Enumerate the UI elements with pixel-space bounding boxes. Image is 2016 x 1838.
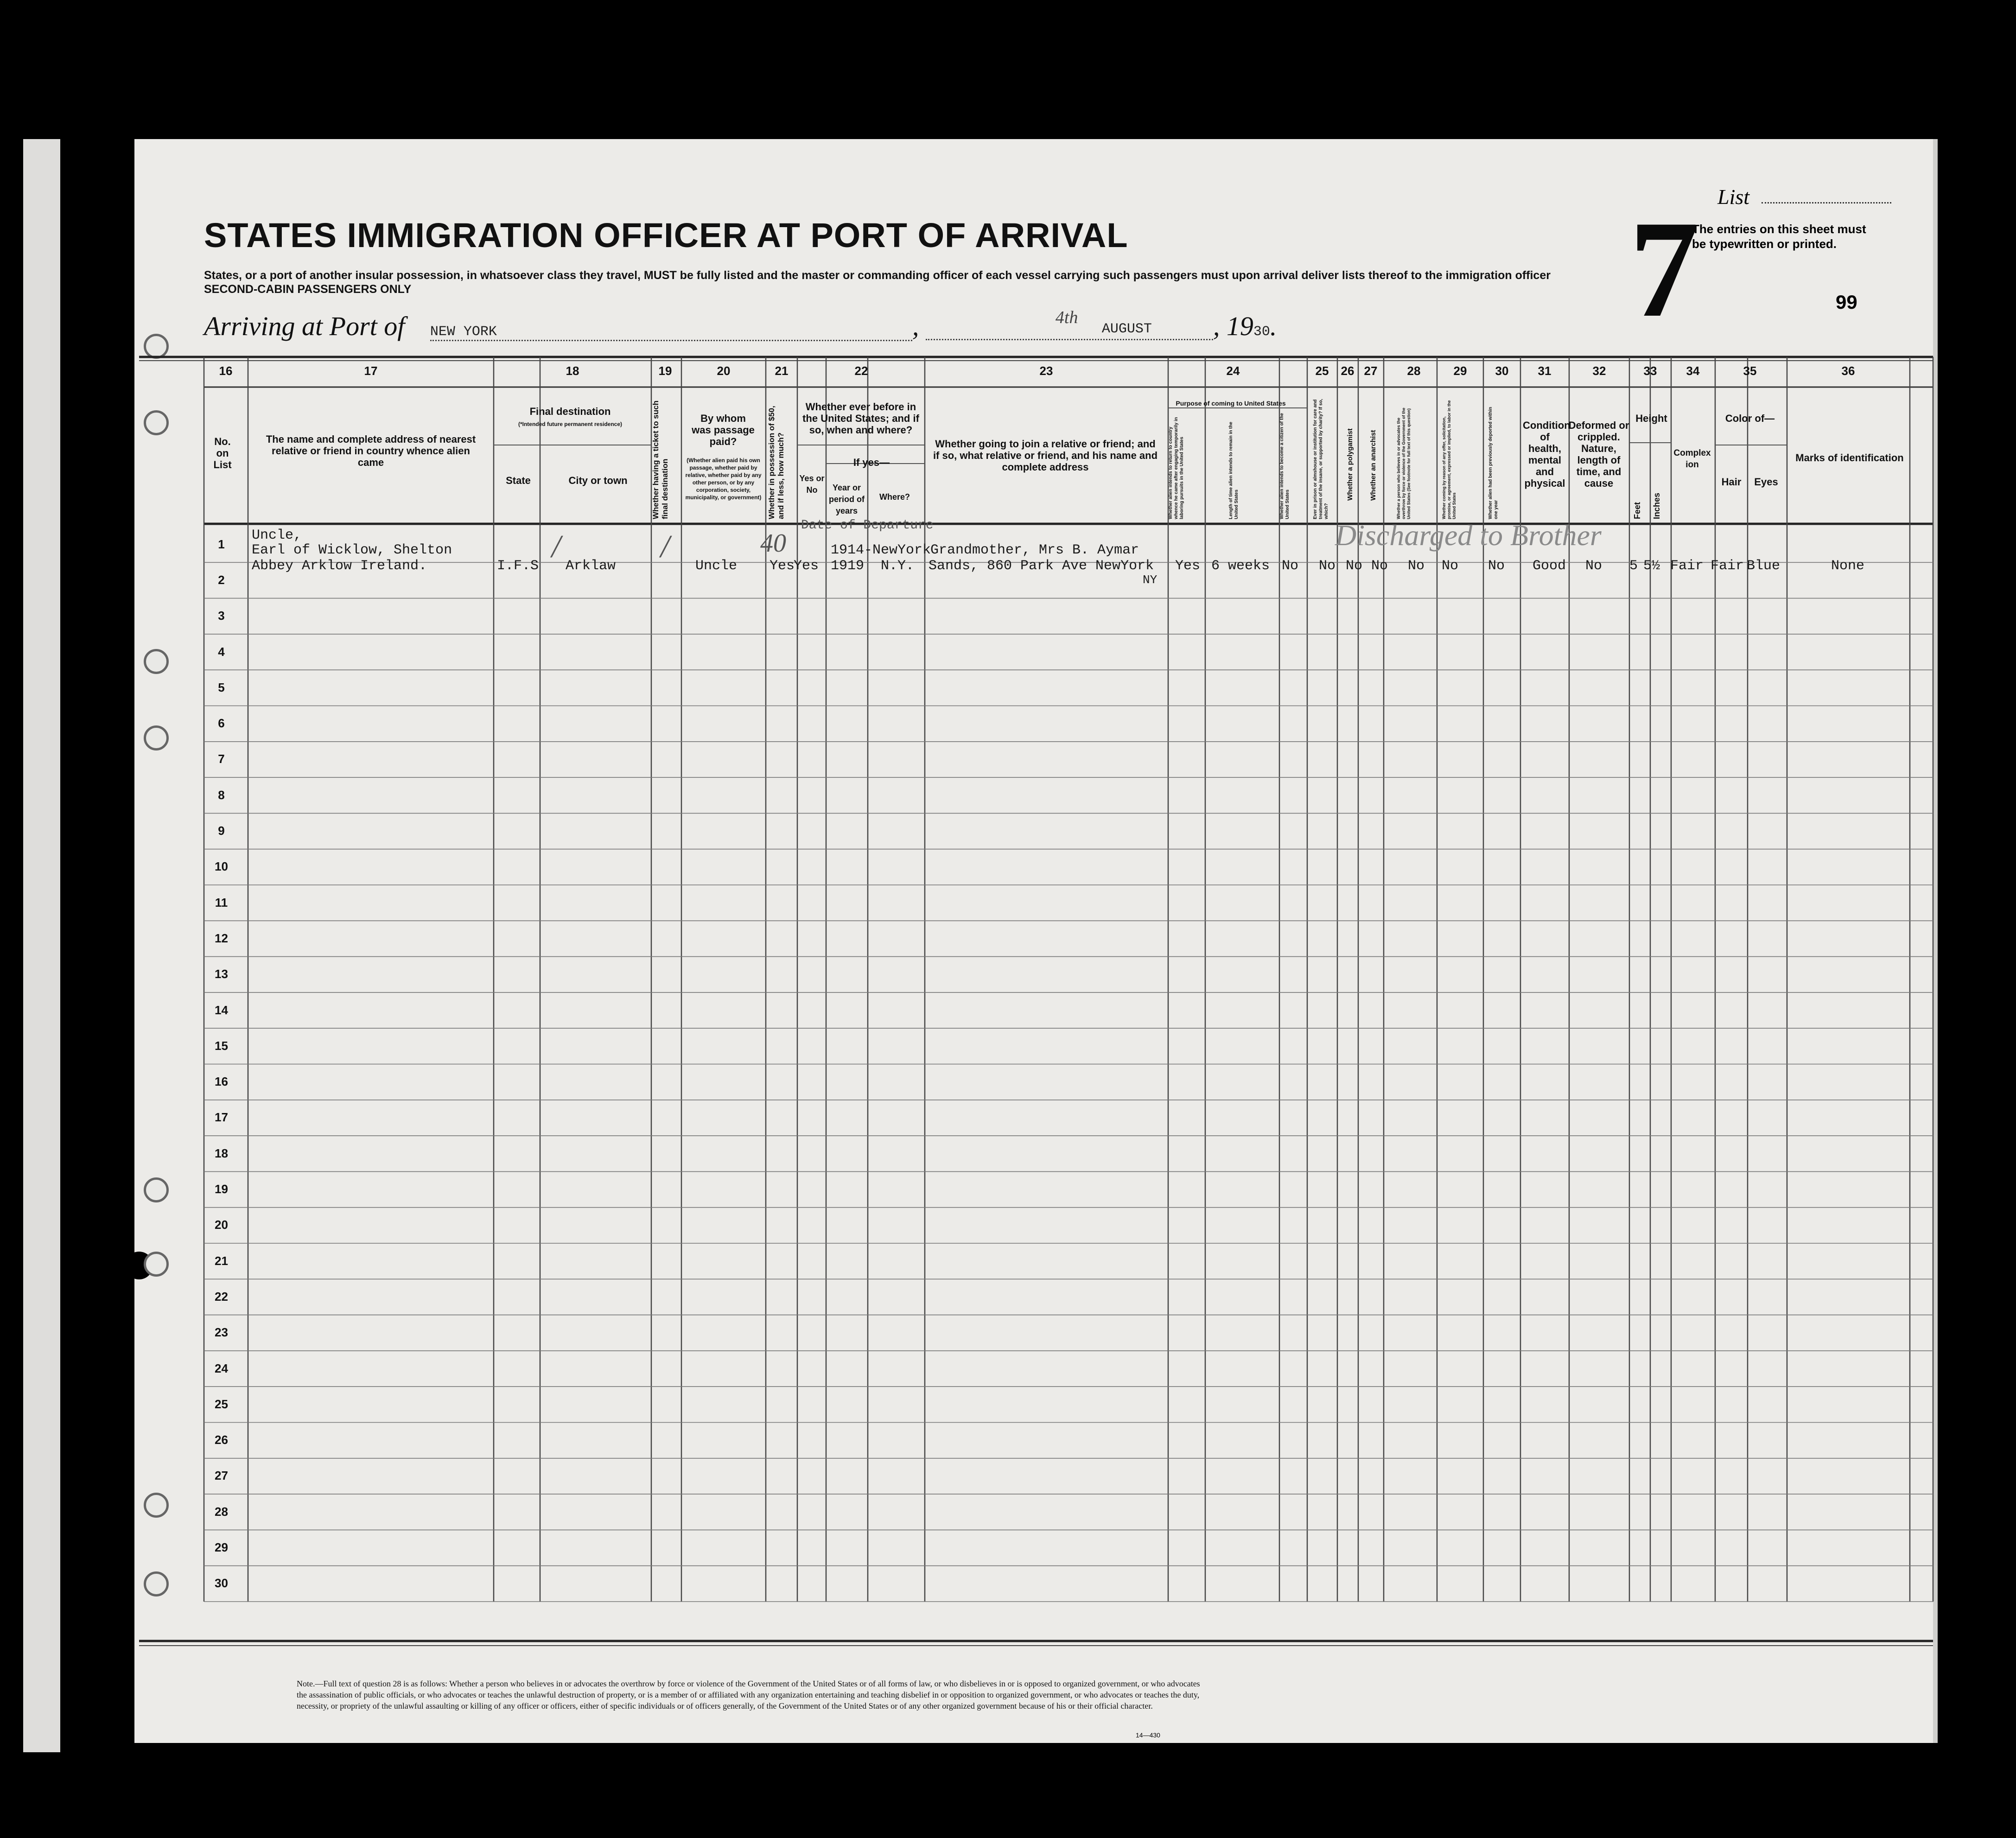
row-number: 12	[215, 931, 228, 945]
arriving-label: Arriving at Port of	[204, 311, 405, 341]
header-prison: Ever in prison or almshouse or institution for care and treatment of the insane, or supported by charity? If so, which?	[1313, 399, 1329, 519]
header-purpose: Purpose of coming to United States	[1176, 400, 1286, 407]
entry-city-tick: /	[552, 529, 561, 565]
entry-feet: 5	[1629, 558, 1638, 574]
header-passage-paid: By whom was passage paid?	[692, 413, 755, 447]
entry-deformed: No	[1585, 558, 1603, 574]
list-label: List	[1717, 185, 1750, 209]
column-number: 28	[1407, 364, 1421, 378]
header-feet: Feet	[1633, 502, 1642, 519]
entry-join-2: Sands, 860 Park Ave NewYork	[929, 558, 1154, 574]
header-year-period: Year or period of years	[829, 483, 865, 515]
year-prefix: 19	[1226, 311, 1253, 341]
row-number: 28	[215, 1504, 228, 1519]
row-number: 15	[215, 1038, 228, 1053]
row-number: 9	[218, 824, 225, 838]
row-number: 18	[215, 1146, 228, 1160]
entry-years-2: 1919	[831, 558, 865, 574]
sheet-number-stamp: 7	[1629, 192, 1699, 346]
header-marks: Marks of identification	[1795, 452, 1904, 464]
passenger-class: SECOND-CABIN PASSENGERS ONLY	[204, 283, 412, 296]
entry-city: Arklaw	[566, 558, 616, 574]
row-number: 29	[215, 1540, 228, 1555]
header-anarchist: Whether an anarchist	[1369, 430, 1377, 501]
row-number: 17	[215, 1110, 228, 1125]
form-title: STATES IMMIGRATION OFFICER AT PORT OF ARRIVAL	[204, 216, 1128, 254]
entry-hair: Fair	[1711, 558, 1744, 574]
header-deformed: Deformed or crippled. Nature, length of time, and cause	[1568, 420, 1629, 489]
column-number: 23	[1039, 364, 1053, 378]
column-number: 19	[658, 364, 672, 378]
header-name-address: The name and complete address of nearest relative or friend in country whence alien came	[266, 433, 476, 468]
row-number: 14	[215, 1003, 228, 1017]
row-number: 22	[215, 1289, 228, 1304]
entry-overthrow: No	[1408, 558, 1425, 574]
row-number: 27	[215, 1469, 228, 1483]
port-value: NEW YORK	[430, 324, 912, 341]
entry-return: Yes	[1175, 558, 1201, 574]
column-number: 36	[1841, 364, 1855, 378]
entry-polygamist: No	[1346, 558, 1363, 574]
entry-offer: No	[1442, 558, 1459, 574]
entry-where-1: NewYork	[872, 542, 931, 558]
arriving-line: Arriving at Port of NEW YORK , 4th AUGUST , 1930.	[204, 308, 1277, 341]
column-number: 25	[1315, 364, 1329, 378]
row-number: 8	[218, 788, 225, 802]
entry-discharge-note: Discharged to Brother	[1335, 519, 1602, 552]
column-number: 29	[1453, 364, 1467, 378]
header-city: City or town	[568, 475, 628, 486]
header-offer: Whether coming by reason of any offer, solicitation, promise, or agreement, expressed or implied, to labor in the United States	[1442, 400, 1456, 519]
header-eyes: Eyes	[1754, 476, 1778, 488]
row-number: 11	[215, 895, 228, 909]
header-purpose-length: Length of time alien intends to remain in the United States	[1228, 421, 1239, 519]
entry-ticket-tick: /	[661, 529, 670, 565]
header-color-of: Color of—	[1725, 413, 1775, 424]
row-number: 2	[218, 572, 225, 587]
entry-anarchist: No	[1371, 558, 1388, 574]
header-going-to-join: Whether going to join a relative or friend; and if so, what relative or friend, and his name and complete address	[933, 438, 1158, 473]
header-polygamist: Whether a polygamist	[1346, 428, 1354, 501]
header-ticket: Whether having a ticket to such final destination	[651, 401, 669, 519]
column-number: 17	[364, 364, 378, 378]
entry-relative-line-2: Earl of Wicklow, Shelton	[252, 542, 452, 558]
row-number: 13	[215, 967, 228, 981]
entry-length: 6 weeks	[1211, 558, 1270, 574]
row-number: 19	[215, 1182, 228, 1196]
row-number: 16	[215, 1075, 228, 1089]
header-final-destination: Final destination	[529, 406, 611, 417]
header-ever-before: Whether ever before in the United States; and if so, when and where?	[802, 401, 919, 436]
entry-years-1: 1914-	[831, 542, 873, 558]
column-number: 21	[775, 364, 789, 378]
day-value: 4th	[1055, 308, 1078, 327]
column-number: 33	[1643, 364, 1657, 378]
column-number: 27	[1364, 364, 1378, 378]
column-number: 26	[1341, 364, 1355, 378]
entry-complexion: Fair	[1670, 558, 1704, 574]
entry-inches: 5½	[1643, 558, 1660, 574]
entry-money: Yes	[770, 558, 795, 574]
column-number: 24	[1226, 364, 1240, 378]
row-number: 20	[215, 1218, 228, 1232]
entry-eyes: Blue	[1747, 558, 1781, 574]
header-if-yes: If yes—	[853, 457, 890, 468]
entry-where-2: N.Y.	[881, 558, 915, 574]
row-number: 23	[215, 1325, 228, 1340]
footnote: Note.—Full text of question 28 is as follows: Whether a person who believes in or advocates the overthrow by force or violence of the Government of the United States or of all forms of law, or who disbelieves in or is opposed to organized government, or who advocates the assassination of public officials, or who advocates or teaches the unlawful destruction of property, or is a member of or affiliated with any organization entertaining and teaching disbelief in or opposition to organized government, or who advocates or teaches the duty, necessity, or propriety of the unlawful assaulting or killing of any officer or officers, either of specific individuals or of officers generally, of the Government of the United States or of any other organized government because of his or their official character.	[297, 1679, 1200, 1711]
entry-relative-line-3: Abbey Arklow Ireland.	[252, 558, 427, 574]
form-instructions: States, or a port of another insular possession, in whatsoever class they travel, MUST be fully listed and the master or commanding officer of each vessel carrying such passengers must upon arrival deliver lists thereof to the immigration officer	[204, 269, 1551, 282]
row-number: 30	[215, 1576, 228, 1590]
entry-relative-line-1: Uncle,	[252, 528, 302, 543]
entry-citizen: No	[1282, 558, 1299, 574]
header-purpose-return: Whether alien intends to return to country whence he came after engaging temporarily in laboring pursuits in the United States	[1168, 417, 1184, 519]
header-deported: Whether alien had been previously deported within one year	[1488, 407, 1499, 519]
header-passage-paid-note: (Whether alien paid his own passage, whether paid by relative, whether paid by any other person, or by any corporation, society, municipality, or government)	[685, 457, 762, 501]
row-number: 5	[218, 680, 225, 694]
year-suffix: 30	[1253, 324, 1270, 340]
header-health: Condition of health, mental and physical	[1523, 420, 1571, 489]
row-number: 24	[215, 1361, 228, 1375]
header-height: Height	[1635, 413, 1667, 424]
entry-date-departure: Date of Departure	[801, 518, 934, 533]
column-number: 31	[1538, 364, 1552, 378]
header-no-on-list: No. on List	[213, 436, 232, 471]
column-number: 30	[1495, 364, 1509, 378]
column-number: 22	[854, 364, 868, 378]
header-where: Where?	[879, 492, 910, 502]
header-possession: Whether in possession of $50, and if less, how much?	[767, 406, 785, 519]
header-hair: Hair	[1721, 476, 1742, 488]
entry-before: Yes	[794, 558, 819, 574]
entry-money-handwritten: 40	[760, 529, 786, 558]
entry-paid-by: Uncle	[695, 558, 738, 574]
entries-note-line: The entries on this sheet must	[1692, 222, 1866, 236]
header-purpose-citizen: Whether alien intends to become a citizen of the United States	[1279, 413, 1290, 519]
header-state: State	[506, 475, 531, 486]
row-number: 25	[215, 1397, 228, 1411]
entry-marks: None	[1831, 558, 1865, 574]
entries-note-line: be typewritten or printed.	[1692, 237, 1837, 251]
row-number: 3	[218, 609, 225, 623]
header-inches: Inches	[1652, 492, 1661, 519]
entry-prison: No	[1319, 558, 1336, 574]
row-number: 26	[215, 1433, 228, 1447]
column-number: 32	[1592, 364, 1606, 378]
header-final-destination-note: (*Intended future permanent residence)	[518, 421, 623, 427]
row-number: 4	[218, 644, 225, 659]
header-overthrow: Whether a person who believes in or advocates the overthrow by force or violence of the Government of the United States (See footnote for full text of this question)	[1396, 407, 1411, 519]
page-number: 99	[1836, 291, 1857, 313]
header-yes-no: Yes or No	[799, 474, 825, 495]
row-number: 7	[218, 752, 225, 766]
row-number: 1	[218, 537, 225, 551]
column-number: 34	[1686, 364, 1700, 378]
column-number: 18	[566, 364, 579, 378]
form-number: 14—430	[1136, 1731, 1160, 1739]
entry-join-1: Grandmother, Mrs B. Aymar	[930, 542, 1139, 558]
entry-state: I.F.S	[497, 558, 539, 574]
column-number: 35	[1743, 364, 1757, 378]
entry-deported: No	[1488, 558, 1505, 574]
column-number: 20	[717, 364, 731, 378]
row-number: 21	[215, 1253, 228, 1268]
month-value: AUGUST	[1101, 321, 1152, 337]
row-number: 10	[215, 859, 228, 874]
entry-health: Good	[1533, 558, 1566, 574]
entry-join-3: NY	[1143, 573, 1157, 587]
column-number: 16	[219, 364, 233, 378]
row-number: 6	[218, 716, 225, 731]
header-complexion: Complexion	[1673, 448, 1711, 470]
